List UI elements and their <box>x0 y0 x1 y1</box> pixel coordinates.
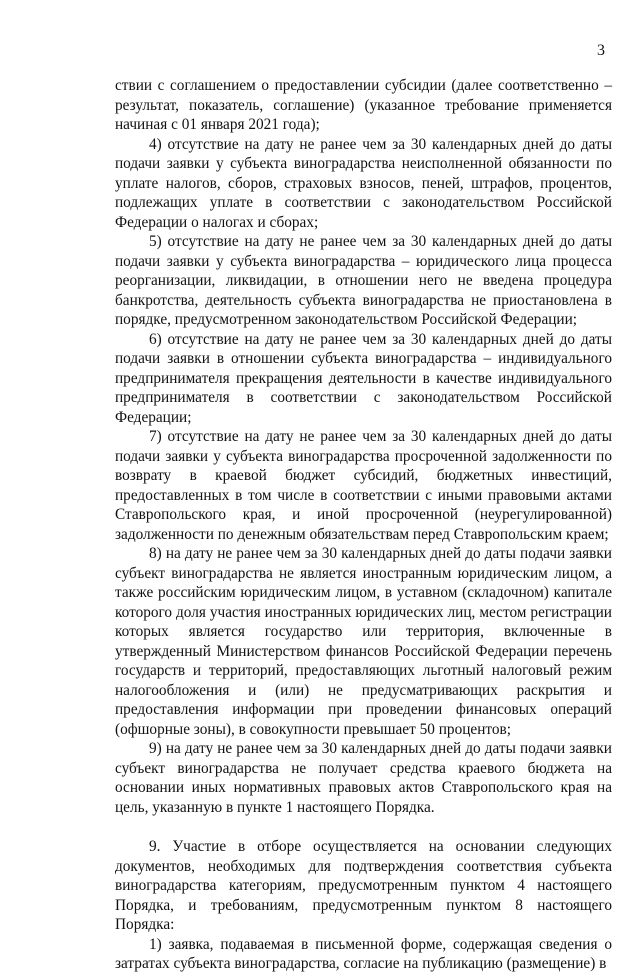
section-9-paragraph: 9. Участие в отборе осуществляется на основании следующих документов, необходимых для подтверждения соответствия субъекта виноградарства категориям, предусмотренным пунктом 4 настоящего Порядка, и требованиям, предусмотренным пунктом 8 настоящего Порядка: <box>115 838 612 933</box>
list-item-8: 8) на дату не ранее чем за 30 календарных дней до даты подачи заявки субъект виноградарства не является иностранным юридическим лицом, а также российским юридическим лицом, в уставном (складочном) капитале которого доля участия иностранных юридических лиц, местом регистрации которых является государство или территория, включенные в утвержденный Министерством финансов Российской Федерации перечень государств и территорий, предоставляющих льготный налоговый режим налогообложения и (или) не предусматривающих раскрытия и предоставления информации при проведении финансовых операций (офшорные зоны), в совокупности превышает 50 процентов; <box>115 545 612 738</box>
paragraph-continuation: ствии с соглашением о предоставлении субсидии (далее соответственно – результат, показатель, соглашение) (указанное требование применяется начиная с 01 января 2021 года); <box>115 77 612 133</box>
sub-item-1: 1) заявка, подаваемая в письменной форме, содержащая сведения о затратах субъекта виноградарства, согласие на публикацию (размещение) в <box>115 935 612 972</box>
list-item-6: 6) отсутствие на дату не ранее чем за 30 календарных дней до даты подачи заявки в отношении субъекта виноградарства – индивидуального предпринимателя прекращения деятельности в качестве индивидуального предпринимателя в соответствии с законодательством Российской Федерации; <box>115 330 612 426</box>
list-item-7: 7) отсутствие на дату не ранее чем за 30 календарных дней до даты подачи заявки у субъекта виноградарства просроченной задолженности по возврату в краевой бюджет субсидий, бюджетных инвестиций, предоставленных в том числе в соответствии с иными правовыми актами Ставропольского края, и иной просроченной (неурегулированной) задолженности по денежным обязательствам перед Ставропольским краем; <box>115 428 612 543</box>
list-item-9: 9) на дату не ранее чем за 30 календарных дней до даты подачи заявки субъект виноградарства не получает средства краевого бюджета на основании иных нормативных правовых актов Ставропольского края на цель, указанную в пункте 1 настоящего Порядка. <box>115 740 612 816</box>
list-item-5: 5) отсутствие на дату не ранее чем за 30 календарных дней до даты подачи заявки у субъекта виноградарства – юридического лица процесса реорганизации, ликвидации, в отношении него не введена процедура банкротства, деятельность субъекта виноградарства не приостановлена в порядке, предусмотренном законодательством Российской Федерации; <box>115 233 612 328</box>
list-item-4: 4) отсутствие на дату не ранее чем за 30 календарных дней до даты подачи заявки у субъекта виноградарства неисполненной обязанности по уплате налогов, сборов, страховых взносов, пеней, штрафов, процентов, подлежащих уплате в соответствии с законодательством Российской Федерации о налогах и сборах; <box>115 135 612 231</box>
paragraph-spacer <box>115 817 612 837</box>
page-number: 3 <box>597 42 605 59</box>
document-body <box>115 76 612 974</box>
